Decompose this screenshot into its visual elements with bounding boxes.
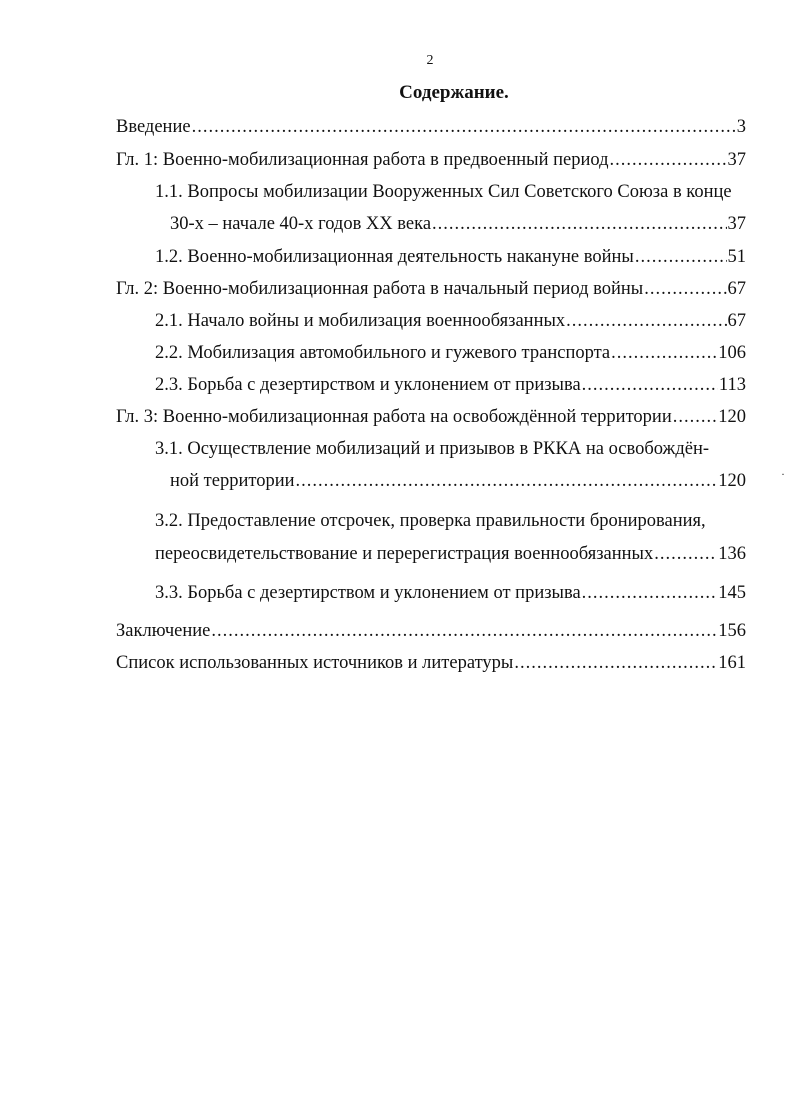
toc-entry-conclusion[interactable]: [116, 620, 746, 642]
toc-entry-introduction[interactable]: [116, 116, 746, 138]
toc-entry-page: 156: [718, 621, 746, 641]
toc-entry-2-1[interactable]: [155, 310, 746, 332]
toc-entry-page: 120: [718, 407, 746, 427]
toc-leader-dots: [514, 652, 717, 674]
toc-leader-dots: [654, 543, 717, 565]
toc-leader-dots: [582, 374, 718, 396]
toc-entry-text: Заключение: [116, 621, 211, 641]
toc-entry-chapter-3[interactable]: [116, 406, 746, 428]
toc-entry-3-2[interactable]: [155, 543, 746, 565]
toc-leader-dots: [610, 149, 727, 171]
toc-entry-2-2[interactable]: [155, 342, 746, 364]
toc-leader-dots: [211, 620, 717, 642]
toc-leader-dots: [192, 116, 736, 138]
toc-entry-text: переосвидетельствование и перерегистрация военнообязанных: [155, 544, 654, 564]
toc-entry-3-3[interactable]: [155, 582, 746, 604]
toc-entry-chapter-2[interactable]: [116, 278, 746, 300]
toc-entry-text: 3.3. Борьба с дезертирством и уклонением от призыва: [155, 583, 581, 603]
toc-entry-text: 30-х – начале 40-х годов XX века: [170, 214, 432, 234]
toc-entry-text: Список использованных источников и литературы: [116, 653, 514, 673]
toc-entry-text: 2.1. Начало войны и мобилизация военнообязанных: [155, 311, 566, 331]
toc-entry-text: ной территории: [170, 471, 295, 491]
margin-mark: ·: [781, 467, 785, 481]
toc-entry-1-1-line1[interactable]: 1.1. Вопросы мобилизации Вооруженных Сил Советского Союза в конце: [155, 182, 732, 202]
toc-entry-page: 136: [718, 544, 746, 564]
toc-entry-page: 113: [718, 375, 746, 395]
toc-entry-text: 2.3. Борьба с дезертирством и уклонением от призыва: [155, 375, 581, 395]
toc-entry-text: 2.2. Мобилизация автомобильного и гужевого транспорта: [155, 343, 611, 363]
toc-leader-dots: [673, 406, 718, 428]
toc-entry-page: 120: [718, 471, 746, 491]
toc-leader-dots: [566, 310, 726, 332]
toc-entry-page: 37: [727, 214, 746, 234]
toc-entry-chapter-1[interactable]: [116, 149, 746, 171]
toc-entry-text: Гл. 2: Военно-мобилизационная работа в начальный период войны: [116, 279, 644, 299]
toc-entry-text: 1.2. Военно-мобилизационная деятельность накануне войны: [155, 247, 634, 267]
toc-entry-3-1[interactable]: [170, 470, 746, 492]
toc-leader-dots: [296, 470, 718, 492]
page-number: 2: [426, 53, 434, 68]
toc-entry-1-2[interactable]: [155, 246, 746, 268]
toc-entry-page: 67: [727, 279, 746, 299]
toc-entry-page: 145: [718, 583, 746, 603]
toc-leader-dots: [611, 342, 717, 364]
toc-entry-bibliography[interactable]: [116, 652, 746, 674]
toc-entry-1-1[interactable]: [170, 213, 746, 235]
toc-leader-dots: [635, 246, 727, 268]
toc-entry-2-3[interactable]: [155, 374, 746, 396]
toc-entry-text: Гл. 3: Военно-мобилизационная работа на освобождённой территории: [116, 407, 672, 427]
toc-entry-page: 106: [718, 343, 746, 363]
toc-leader-dots: [582, 582, 718, 604]
toc-entry-3-1-line1[interactable]: 3.1. Осуществление мобилизаций и призывов в РККА на освобождён-: [155, 439, 710, 459]
toc-entry-text: Гл. 1: Военно-мобилизационная работа в предвоенный период: [116, 150, 609, 170]
toc-title: Содержание.: [399, 82, 509, 103]
toc-leader-dots: [432, 213, 726, 235]
toc-leader-dots: [644, 278, 726, 300]
toc-entry-3-2-line1[interactable]: 3.2. Предоставление отсрочек, проверка правильности бронирования,: [155, 511, 706, 531]
toc-entry-page: 161: [718, 653, 746, 673]
toc-entry-page: 37: [727, 150, 746, 170]
toc-entry-page: 3: [736, 117, 746, 137]
toc-entry-page: 51: [727, 247, 746, 267]
toc-entry-page: 67: [727, 311, 746, 331]
toc-entry-text: Введение: [116, 117, 191, 137]
